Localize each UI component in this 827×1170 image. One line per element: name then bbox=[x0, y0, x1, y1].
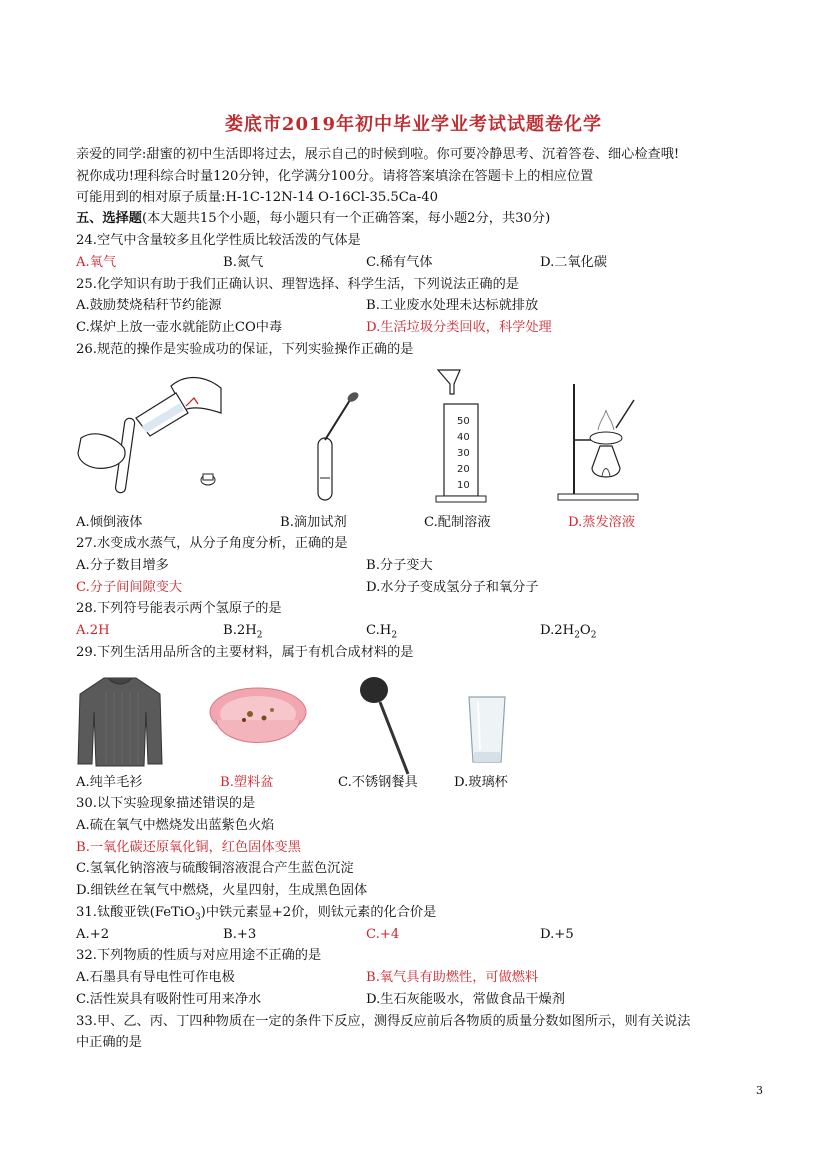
intro-line-3: 可能用到的相对原子质量:H-1C-12N-14 O-16Cl-35.5Ca-40 bbox=[76, 190, 438, 205]
q30-stem: 30.以下实验现象描述错误的是 bbox=[76, 796, 256, 811]
q32-option-b: B.氧气具有助燃性，可做燃料 bbox=[366, 970, 539, 985]
q24-option-d: D.二氧化碳 bbox=[540, 255, 608, 270]
q24-option-a: A.氧气 bbox=[76, 255, 117, 270]
q31-option-b: B.+3 bbox=[223, 927, 257, 942]
q31-option-a: A.+2 bbox=[76, 927, 110, 942]
q26-stem: 26.规范的操作是实验成功的保证，下列实验操作正确的是 bbox=[76, 342, 414, 357]
q29-option-c: C.不锈钢餐具 bbox=[338, 775, 418, 790]
q27-option-d: D.水分子变成氢分子和氧分子 bbox=[366, 580, 539, 595]
q28-option-a: A.2H bbox=[76, 623, 110, 638]
pouring-liquid-figure bbox=[76, 368, 226, 498]
q31-option-c: C.+4 bbox=[366, 927, 400, 942]
glass-cup-figure bbox=[466, 694, 508, 766]
q25-option-c: C.煤炉上放一壶水就能防止CO中毒 bbox=[76, 320, 283, 335]
q30-option-c: C.氢氧化钠溶液与硫酸铜溶液混合产生蓝色沉淀 bbox=[76, 861, 354, 876]
q28-option-c: $C.H_2$ bbox=[366, 623, 398, 641]
q26-option-b: B.滴加试剂 bbox=[280, 515, 347, 530]
plastic-basin-figure bbox=[208, 684, 308, 766]
cylinder-tick-30: 30 bbox=[457, 448, 470, 459]
q33-stem-line-2: 中正确的是 bbox=[76, 1035, 142, 1050]
q31-option-d: D.+5 bbox=[540, 927, 574, 942]
dropper-figure bbox=[298, 390, 368, 505]
cylinder-tick-50: 50 bbox=[457, 416, 470, 427]
section-desc: (本大题共15个小题，每小题只有一个正确答案，每小题2分，共30分) bbox=[141, 211, 551, 226]
q29-option-a: A.纯羊毛衫 bbox=[76, 775, 143, 790]
q27-option-b: B.分子变大 bbox=[366, 558, 433, 573]
q30-option-a: A.硫在氧气中燃烧发出蓝紫色火焰 bbox=[76, 818, 275, 833]
q31-stem: 31.钛酸亚铁(FeTiO$_3$)中铁元素显+2价，则钛元素的化合价是 bbox=[76, 905, 437, 923]
q33-stem-line-1: 33.甲、乙、丙、丁四种物质在一定的条件下反应，测得反应前后各物质的质量分数如图所示，则有关说法 bbox=[76, 1014, 691, 1029]
q30-option-b: B.一氧化碳还原氧化铜，红色固体变黑 bbox=[76, 840, 301, 855]
page-number: 3 bbox=[756, 1084, 763, 1097]
q29-stem: 29.下列生活用品所含的主要材料，属于有机合成材料的是 bbox=[76, 645, 414, 660]
q32-option-c: C.活性炭具有吸附性可用来净水 bbox=[76, 992, 262, 1007]
cylinder-tick-10: 10 bbox=[457, 480, 470, 491]
evaporation-figure bbox=[556, 380, 646, 502]
cylinder-tick-20: 20 bbox=[457, 464, 470, 475]
q24-stem: 24.空气中含量较多且化学性质比较活泼的气体是 bbox=[76, 233, 361, 248]
q25-stem: 25.化学知识有助于我们正确认识、理智选择、科学生活，下列说法正确的是 bbox=[76, 277, 519, 292]
q24-option-c: C.稀有气体 bbox=[366, 255, 433, 270]
q28-option-d: $D.2H_2O_2$ bbox=[540, 623, 597, 641]
q26-option-c: C.配制溶液 bbox=[424, 515, 491, 530]
graduated-cylinder-figure bbox=[430, 368, 490, 506]
q27-option-a: A.分子数目增多 bbox=[76, 558, 169, 573]
q32-option-d: D.生石灰能吸水，常做食品干燥剂 bbox=[366, 992, 565, 1007]
q27-option-c: C.分子间间隙变大 bbox=[76, 580, 183, 595]
cylinder-tick-40: 40 bbox=[457, 432, 470, 443]
page-title: 娄底市2019年初中毕业学业考试试题卷化学 bbox=[224, 114, 603, 135]
q28-option-b: $B.2H_2$ bbox=[223, 623, 263, 641]
q26-option-d: D.蒸发溶液 bbox=[568, 515, 636, 530]
q25-option-a: A.鼓励焚烧秸秆节约能源 bbox=[76, 298, 222, 313]
section-heading bbox=[76, 210, 550, 228]
intro-line-1: 亲爱的同学:甜蜜的初中生活即将过去，展示自己的时候到啦。你可要冷静思考、沉着答卷、细心检查哦! bbox=[76, 147, 680, 162]
section-label: 五、选择题 bbox=[76, 211, 142, 226]
q32-option-a: A.石墨具有导电性可作电极 bbox=[76, 970, 235, 985]
q29-option-b: B.塑料盆 bbox=[220, 775, 274, 790]
q24-option-b: B.氮气 bbox=[223, 255, 264, 270]
q30-option-d: D.细铁丝在氧气中燃烧，火星四射，生成黑色固体 bbox=[76, 883, 368, 898]
intro-line-2: 祝你成功!理科综合时量120分钟，化学满分100分。请将答案填涂在答题卡上的相应位置 bbox=[76, 169, 594, 184]
q26-option-a: A.倾倒液体 bbox=[76, 515, 143, 530]
steel-ladle-figure bbox=[356, 674, 416, 776]
q27-stem: 27.水变成水蒸气，从分子角度分析，正确的是 bbox=[76, 536, 348, 551]
q25-option-b: B.工业废水处理未达标就排放 bbox=[366, 298, 539, 313]
q25-option-d: D.生活垃圾分类回收，科学处理 bbox=[366, 320, 552, 335]
q29-option-d: D.玻璃杯 bbox=[454, 775, 508, 790]
wool-sweater-figure bbox=[76, 672, 164, 770]
q28-stem: 28.下列符号能表示两个氢原子的是 bbox=[76, 601, 282, 616]
q32-stem: 32.下列物质的性质与对应用途不正确的是 bbox=[76, 948, 322, 963]
